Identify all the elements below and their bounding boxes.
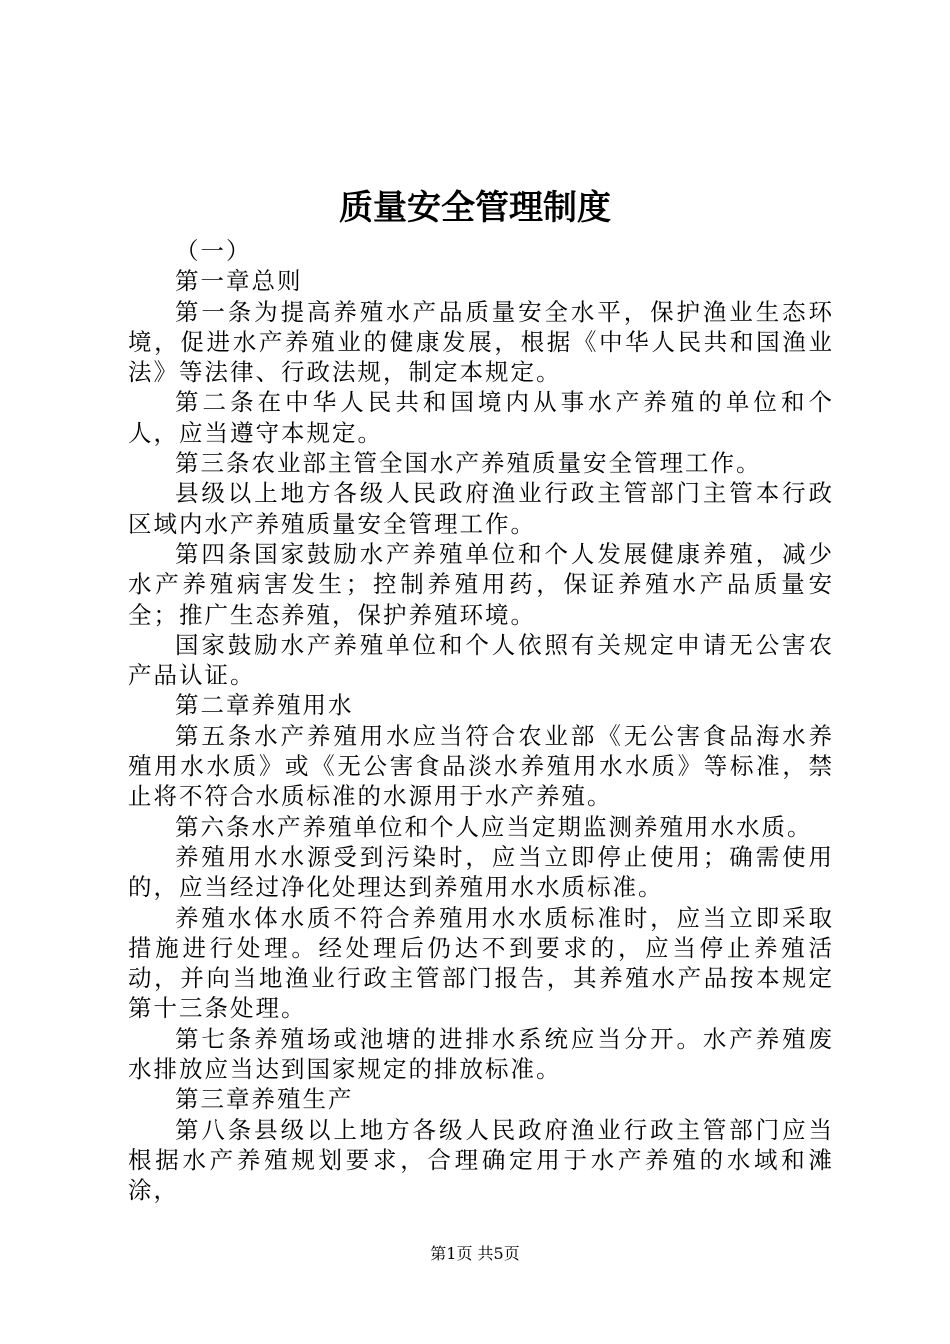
paragraph: 第五条水产养殖用水应当符合农业部《无公害食品海水养殖用水水质》或《无公害食品淡水养殖用水水质》等标准，禁止将不符合水质标准的水源用于水产养殖。 [128, 721, 834, 811]
paragraph: 第二条在中华人民共和国境内从事水产养殖的单位和个人，应当遵守本规定。 [128, 388, 834, 447]
paragraph: 第六条水产养殖单位和个人应当定期监测养殖用水水质。 [175, 812, 813, 841]
paragraph: 第三条农业部主管全国水产养殖质量安全管理工作。 [175, 449, 762, 478]
paragraph-section-label: （一） [175, 237, 252, 265]
paragraph: 养殖水体水质不符合养殖用水水质标准时，应当立即采取措施进行处理。经处理后仍达不到要求的，应当停止养殖活动，并向当地渔业行政主管部门报告，其养殖水产品按本规定第十三条处理。 [128, 903, 834, 1023]
paragraph: 第一条为提高养殖水产品质量安全水平，保护渔业生态环境，促进水产养殖业的健康发展，根据《中华人民共和国渔业法》等法律、行政法规，制定本规定。 [128, 297, 834, 387]
paragraph-chapter-heading: 第三章养殖生产 [175, 1085, 354, 1114]
paragraph: 县级以上地方各级人民政府渔业行政主管部门主管本行政区域内水产养殖质量安全管理工作。 [128, 479, 834, 538]
paragraph: 国家鼓励水产养殖单位和个人依照有关规定申请无公害农产品认证。 [128, 630, 834, 690]
page-footer: 第1页 共5页 [430, 1244, 520, 1263]
paragraph: 第八条县级以上地方各级人民政府渔业行政主管部门应当根据水产养殖规划要求，合理确定用于水产养殖的水域和滩涂， [128, 1115, 834, 1205]
document-title: 质量安全管理制度 [339, 188, 611, 228]
paragraph-chapter-heading: 第一章总则 [175, 267, 303, 296]
paragraph: 养殖用水水源受到污染时，应当立即停止使用；确需使用的，应当经过净化处理达到养殖用水水质标准。 [128, 842, 834, 902]
paragraph-chapter-heading: 第二章养殖用水 [175, 691, 354, 720]
document-body [128, 236, 834, 1206]
paragraph: 第四条国家鼓励水产养殖单位和个人发展健康养殖，减少水产养殖病害发生；控制养殖用药，保证养殖水产品质量安全；推广生态养殖，保护养殖环境。 [128, 539, 834, 629]
paragraph: 第七条养殖场或池塘的进排水系统应当分开。水产养殖废水排放应当达到国家规定的排放标准。 [128, 1024, 834, 1084]
